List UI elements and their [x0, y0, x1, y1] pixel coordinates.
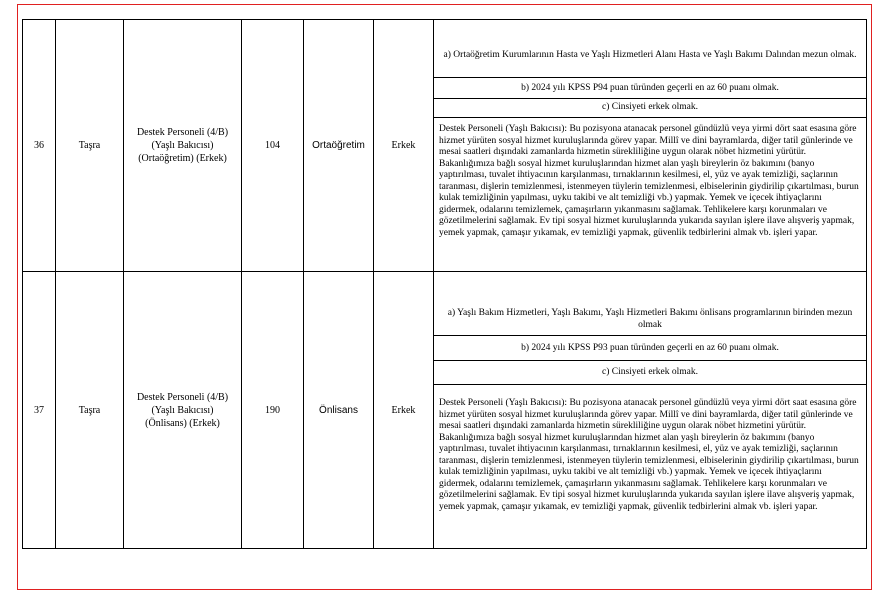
- requirements-cell: [434, 272, 867, 549]
- row-gender: Erkek: [374, 272, 434, 549]
- row-number: 37: [23, 272, 56, 549]
- row-place: Taşra: [56, 272, 124, 549]
- table-row: [23, 20, 867, 272]
- row-place: Taşra: [56, 20, 124, 272]
- row-number: 36: [23, 20, 56, 272]
- requirement-a: a) Yaşlı Bakım Hizmetleri, Yaşlı Bakımı, Yaşlı Hizmetleri Bakımı önlisans programlarının birinden mezun olmak: [434, 303, 866, 336]
- row-gender: Erkek: [374, 20, 434, 272]
- requirement-c: c) Cinsiyeti erkek olmak.: [434, 361, 866, 385]
- table-row: [23, 272, 867, 549]
- requirement-a: a) Ortaöğretim Kurumlarının Hasta ve Yaşlı Hizmetleri Alanı Hasta ve Yaşlı Bakımı Dalından mezun olmak.: [434, 48, 866, 78]
- requirement-b: b) 2024 yılı KPSS P93 puan türünden geçerli en az 60 puanı olmak.: [434, 336, 866, 361]
- requirements-cell: [434, 20, 867, 272]
- position-description: Destek Personeli (Yaşlı Bakıcısı): Bu pozisyona atanacak personel gündüzlü veya yirmi dört saat esasına göre hizmet yürüten sosyal hizmet kuruluşlarında görev yapar. Millî ve dini bayramlarda, diğer tatil günlerinde ve mesai saatleri dışındaki zamanlarda hizmetin sürekliliğine uygun olarak nöbet hizmetini yürütür. Bakanlığımıza bağlı sosyal hizmet kuruluşlarından hizmet alan yaşlı bireylerin öz bakımını (banyo yaptırılması, tuvalet ihtiyacının karşılanması, tırnaklarının kesilmesi, el, yüz ve ayak temizliği, saçlarının taranması, dişlerin temizlenmesi, istenmeyen tüylerin temizlenmesi, elbiselerinin giydirilip çıkartılması, burun kulak temizliğinin yapılması, uyku takibi ve alt temizliği vb.) yapmak. Yemek ve içecek ihtiyaçlarını gidermek, odalarını temizlemek, çamaşırların yıkanmasını sağlamak. Tehlikelere karşı korunmaları ve gözetilmelerini sağlamak. Ev tipi sosyal hizmet kuruluşlarında yukarıda sayılan işlere ilave alışveriş yapmak, yemek yapmak, çamaşır yıkamak, ev temizliği yapmak, güvenlik tedbirlerini almak vb. işleri yapar.: [439, 124, 859, 238]
- positions-table: [22, 19, 867, 549]
- row-education: Ortaöğretim: [304, 20, 374, 272]
- requirement-b: b) 2024 yılı KPSS P94 puan türünden geçerli en az 60 puanı olmak.: [434, 78, 866, 99]
- row-position: Destek Personeli (4/B) (Yaşlı Bakıcısı) (Ortaöğretim) (Erkek): [124, 20, 242, 272]
- requirement-c: c) Cinsiyeti erkek olmak.: [434, 99, 866, 118]
- row-quota: 190: [242, 272, 304, 549]
- row-position: Destek Personeli (4/B) (Yaşlı Bakıcısı) (Önlisans) (Erkek): [124, 272, 242, 549]
- position-description: Destek Personeli (Yaşlı Bakıcısı): Bu pozisyona atanacak personel gündüzlü veya yirmi dört saat esasına göre hizmet yürüten sosyal hizmet kuruluşlarında görev yapar. Millî ve dini bayramlarda, diğer tatil günlerinde ve mesai saatleri dışındaki zamanlarda hizmetin sürekliliğine uygun olarak nöbet hizmetini yürütür. Bakanlığımıza bağlı sosyal hizmet kuruluşlarından hizmet alan yaşlı bireylerin öz bakımını (banyo yaptırılması, tuvalet ihtiyacının karşılanması, tırnaklarının kesilmesi, el, yüz ve ayak temizliği, saçlarının taranması, dişlerin temizlenmesi, istenmeyen tüylerin temizlenmesi, elbiselerinin giydirilip çıkartılması, burun kulak temizliğinin yapılması, uyku takibi ve alt temizliği vb.) yapmak. Yemek ve içecek ihtiyaçlarını gidermek, odalarını temizlemek, çamaşırların yıkanmasını sağlamak. Tehlikelere karşı korunmaları ve gözetilmelerini sağlamak. Ev tipi sosyal hizmet kuruluşlarında yukarıda sayılan işlere ilave alışveriş yapmak, yemek yapmak, çamaşır yıkamak, ev temizliği yapmak, güvenlik tedbirlerini almak vb. işleri yapar.: [439, 398, 859, 512]
- row-quota: 104: [242, 20, 304, 272]
- row-education: Önlisans: [304, 272, 374, 549]
